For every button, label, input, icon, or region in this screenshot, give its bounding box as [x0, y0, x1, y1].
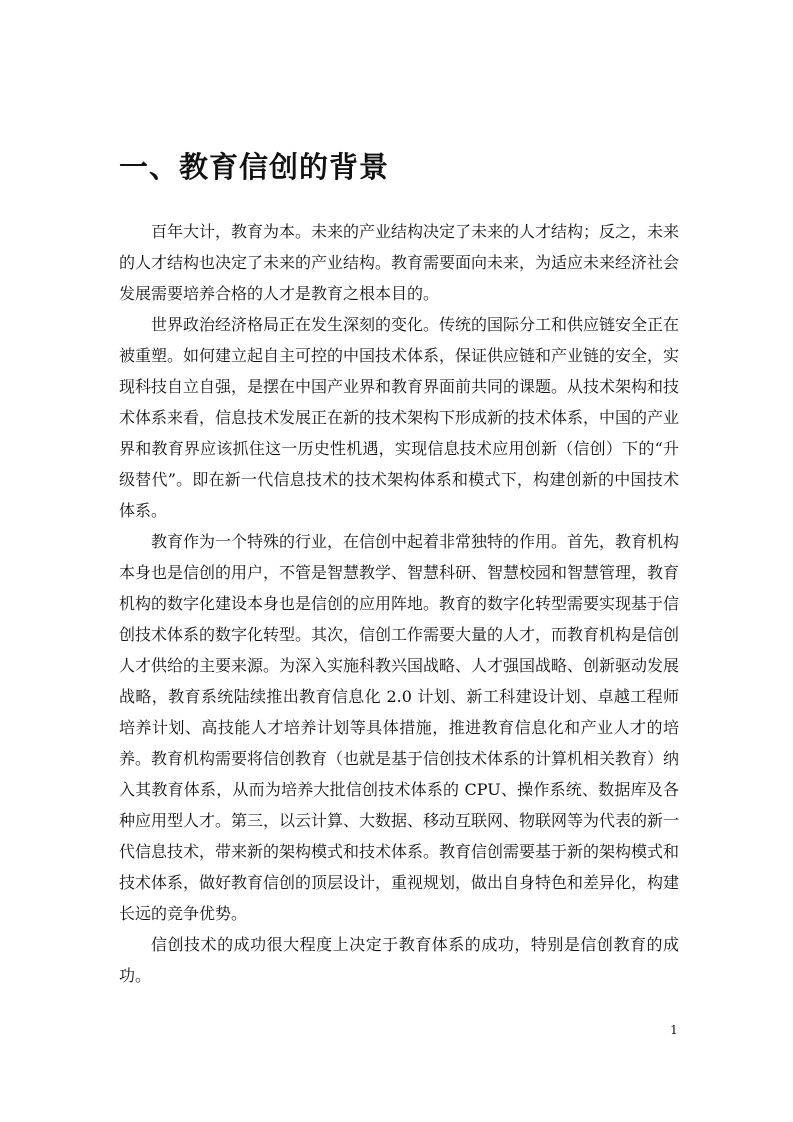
section-heading: 一、教育信创的背景 [119, 150, 390, 184]
paragraph-1: 百年大计，教育为本。未来的产业结构决定了未来的人才结构；反之，未来的人才结构也决定了未来的产业结构。教育需要面向未来，为适应未来经济社会发展需要培养合格的人才是教育之根本目的。 [119, 222, 680, 303]
paragraph-2: 世界政治经济格局正在发生深刻的变化。传统的国际分工和供应链安全正在被重塑。如何建立起自主可控的中国技术体系，保证供应链和产业链的安全，实现科技自立自强，是摆在中国产业界和教育界面前共同的课题。从技术架构和技术体系来看，信息技术发展正在新的技术架构下形成新的技术体系，中国的产业界和教育界应该抓住这一历史性机遇，实现信息技术应用创新（信创）下的“升级替代”。即在新一代信息技术的技术架构体系和模式下，构建创新的中国技术体系。 [119, 315, 680, 520]
paragraph-3: 教育作为一个特殊的行业，在信创中起着非常独特的作用。首先，教育机构本身也是信创的用户，不管是智慧教学、智慧科研、智慧校园和智慧管理，教育机构的数字化建设本身也是信创的应用阵地。教育的数字化转型需要实现基于信创技术体系的数字化转型。其次，信创工作需要大量的人才，而教育机构是信创人才供给的主要来源。为深入实施科教兴国战略、人才强国战略、创新驱动发展战略，教育系统陆续推出教育信息化 2.0 计划、新工科建设计划、卓越工程师培养计划、高技能人才培养计划等具体措施，推进教育信息化和产业人才的培养。教育机构需要将信创教育（也就是基于信创技术体系的计算机相关教育）纳入其教育体系，从而为培养大批信创技术体系的 CPU、操作系统、数据库及各种应用型人才。第三，以云计算、大数据、移动互联网、物联网等为代表的新一代信息技术，带来新的架构模式和技术体系。教育信创需要基于新的架构模式和技术体系，做好教育信创的顶层设计，重视规划，做出自身特色和差异化，构建长远的竞争优势。 [119, 532, 680, 923]
paragraph-4: 信创技术的成功很大程度上决定于教育体系的成功，特别是信创教育的成功。 [119, 935, 679, 985]
body-text [119, 216, 679, 991]
page-number: 1 [670, 1023, 678, 1037]
